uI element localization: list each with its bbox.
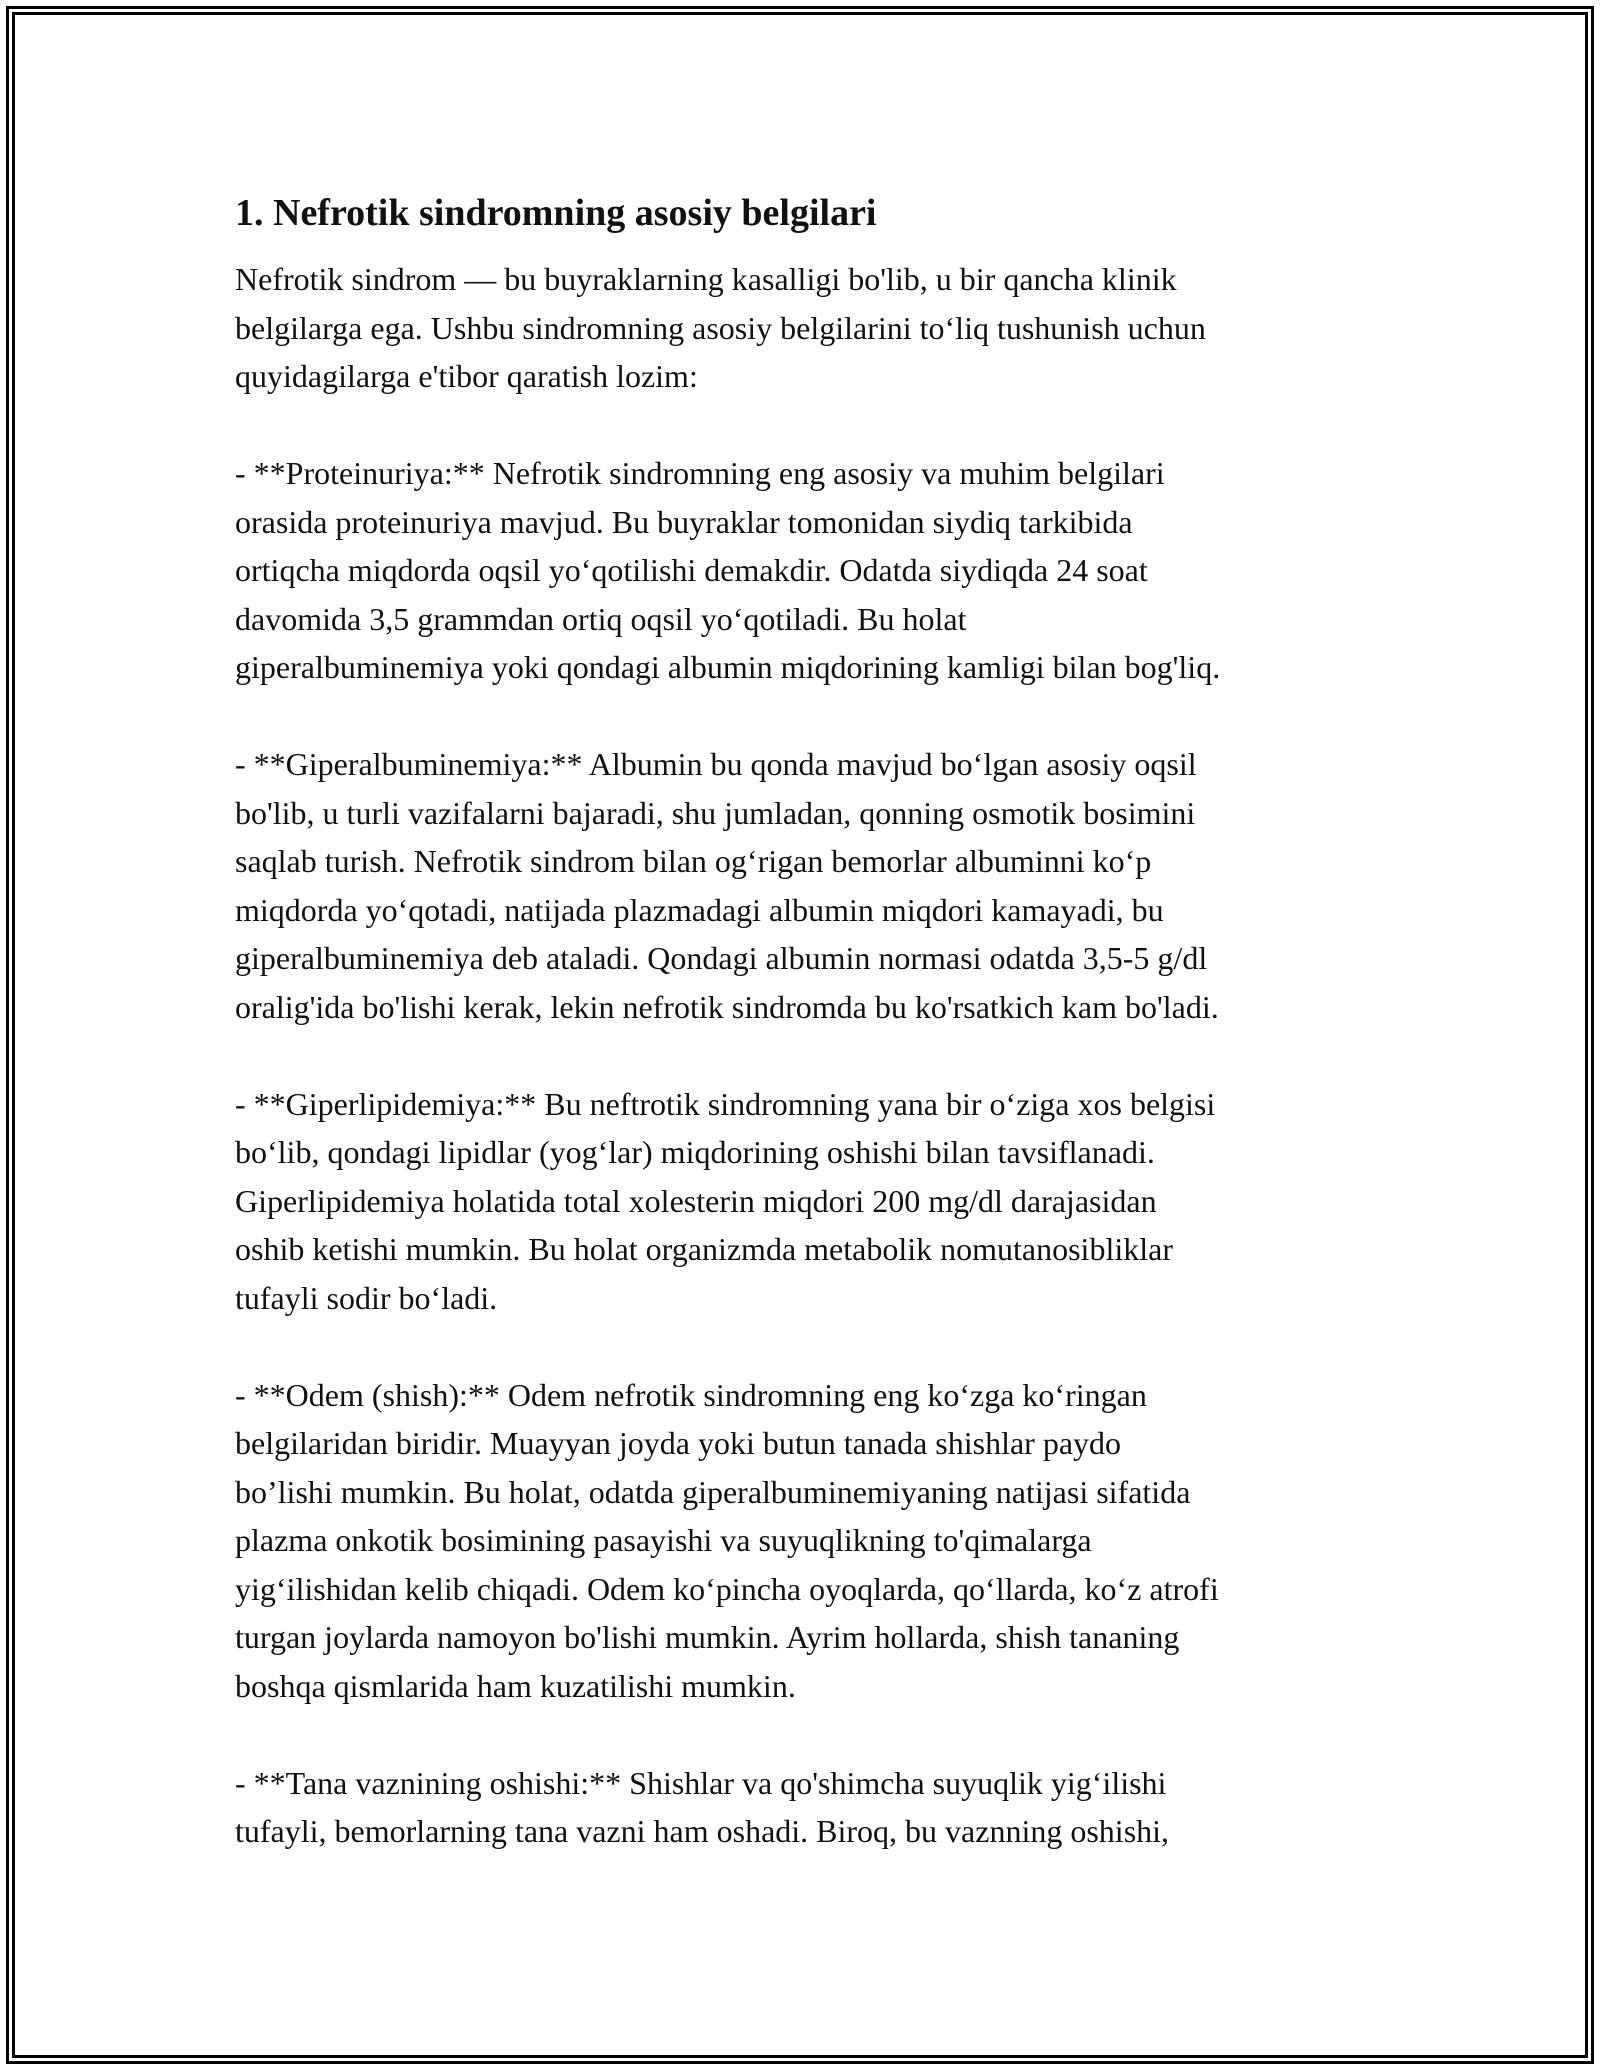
text-line: saqlab turish. Nefrotik sindrom bilan og‘rigan bemorlar albuminni ko‘p (235, 843, 1152, 879)
text-line: tufayli, bemorlarning tana vazni ham oshadi. Biroq, bu vaznning oshishi, (235, 1813, 1170, 1849)
paragraph-hyperlipidemia (235, 1080, 1385, 1323)
paragraph-proteinuria (235, 449, 1385, 692)
text-line: miqdorda yo‘qotadi, natijada plazmadagi albumin miqdori kamayadi, bu (235, 891, 1164, 928)
text-line: - **Tana vaznining oshishi:** Shishlar va qo'shimcha suyuqlik yig‘ilishi (235, 1764, 1167, 1801)
text-line: ortiqcha miqdorda oqsil yo‘qotilishi demakdir. Odatda siydiqda 24 soat (235, 552, 1148, 588)
text-line: plazma onkotik bosimining pasayishi va suyuqlikning to'qimalarga (235, 1522, 1092, 1558)
text-line: belgilarga ega. Ushbu sindromning asosiy belgilarini to‘liq tushunish uchun (235, 309, 1206, 346)
text-line: Nefrotik sindrom — bu buyraklarning kasalligi bo'lib, u bir qancha klinik (235, 261, 1177, 297)
text-line: giperalbuminemiya deb ataladi. Qondagi albumin normasi odatda 3,5-5 g/dl (235, 940, 1208, 976)
text-line: yig‘ilishidan kelib chiqadi. Odem ko‘pincha oyoqlarda, qo‘llarda, ko‘z atrofi (235, 1570, 1219, 1607)
text-line: turgan joylarda namoyon bo'lishi mumkin. Ayrim hollarda, shish tananing (235, 1619, 1180, 1655)
text-line: boshqa qismlarida ham kuzatilishi mumkin. (235, 1667, 796, 1704)
text-line: davomida 3,5 grammdan ortiq oqsil yo‘qotiladi. Bu holat (235, 600, 967, 637)
text-line: oshib ketishi mumkin. Bu holat organizmda metabolik nomutanosibliklar (235, 1231, 1173, 1267)
text-line: - **Giperalbuminemiya:** Albumin bu qonda mavjud bo‘lgan asosiy oqsil (235, 746, 1197, 782)
section-heading: 1. Nefrotik sindromning asosiy belgilari (235, 192, 877, 234)
text-line: - **Giperlipidemiya:** Bu neftrotik sindromning yana bir o‘ziga xos belgisi (235, 1085, 1216, 1122)
paragraph-intro (235, 255, 1385, 401)
paragraph-hyperalbuminemia (235, 740, 1385, 1031)
text-line: belgilaridan biridir. Muayyan joyda yoki butun tanada shishlar paydo (235, 1425, 1122, 1461)
paragraph-edema (235, 1371, 1385, 1711)
text-line: Giperlipidemiya holatida total xolesterin miqdori 200 mg/dl darajasidan (235, 1182, 1157, 1219)
text-line: oralig'ida bo'lishi kerak, lekin nefrotik sindromda bu ko'rsatkich kam bo'ladi. (235, 988, 1219, 1025)
text-line: - **Odem (shish):** Odem nefrotik sindromning eng ko‘zga ko‘ringan (235, 1376, 1147, 1413)
text-line: quyidagilarga e'tibor qaratish lozim: (235, 358, 698, 394)
text-line: bo'lib, u turli vazifalarni bajaradi, shu jumladan, qonning osmotik bosimini (235, 794, 1196, 831)
text-line: bo’lishi mumkin. Bu holat, odatda giperalbuminemiyaning natijasi sifatida (235, 1473, 1191, 1510)
text-line: bo‘lib, qondagi lipidlar (yog‘lar) miqdorining oshishi bilan tavsiflanadi. (235, 1134, 1155, 1170)
paragraph-weight-gain (235, 1759, 1385, 1856)
text-line: - **Proteinuriya:** Nefrotik sindromning eng asosiy va muhim belgilari (235, 455, 1165, 491)
text-line: orasida proteinuriya mavjud. Bu buyraklar tomonidan siydiq tarkibida (235, 503, 1133, 540)
text-line: tufayli sodir bo‘ladi. (235, 1279, 498, 1316)
document-body (235, 185, 1385, 1904)
text-line: giperalbuminemiya yoki qondagi albumin miqdorining kamligi bilan bog'liq. (235, 649, 1221, 685)
